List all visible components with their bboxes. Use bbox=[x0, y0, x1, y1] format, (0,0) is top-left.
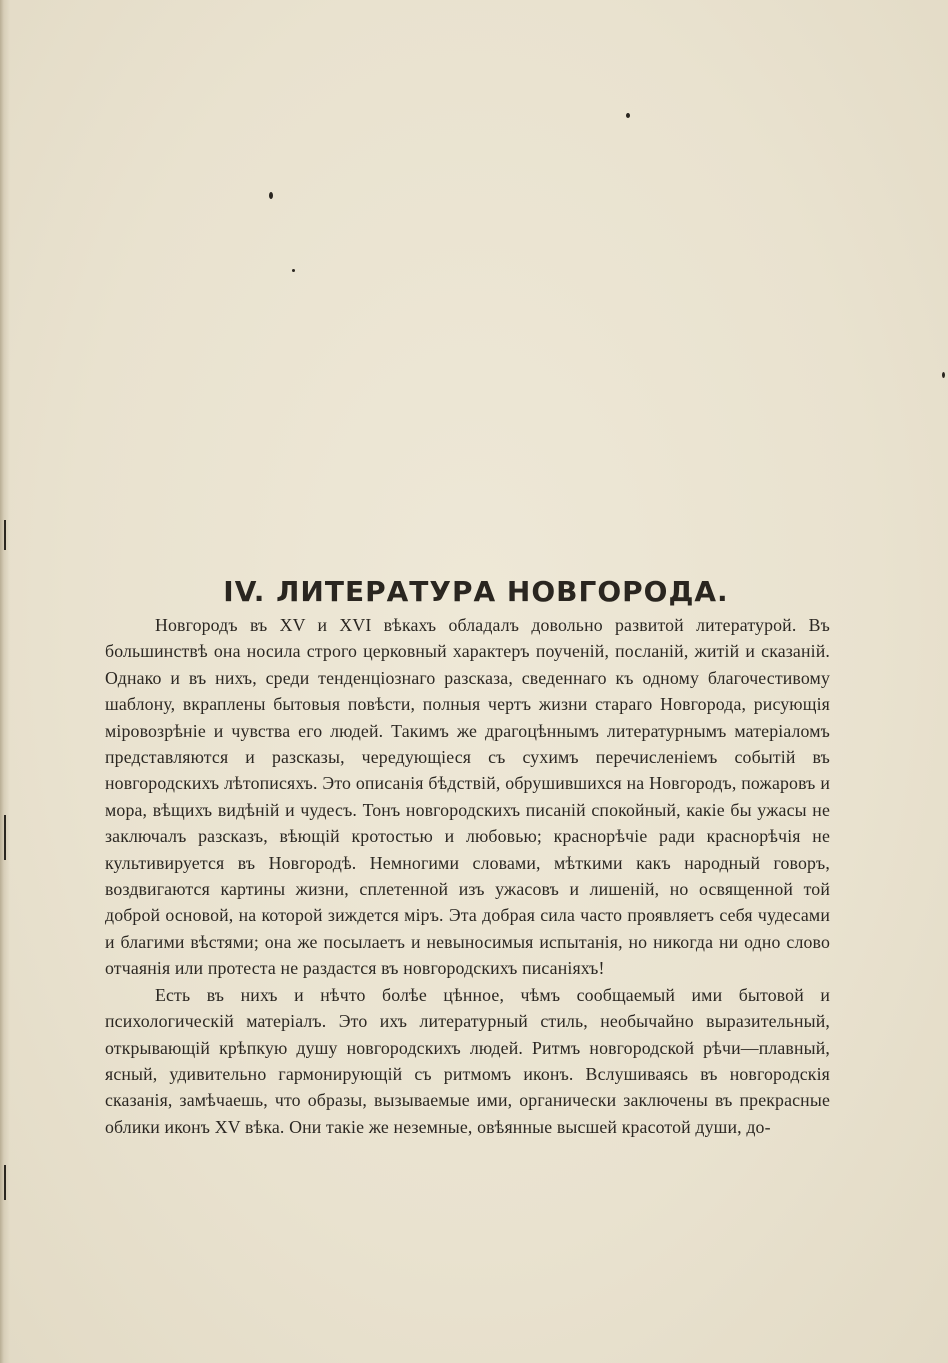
paper-speck bbox=[942, 372, 945, 378]
binding-mark bbox=[4, 1165, 6, 1200]
paragraph: Есть въ нихъ и нѣчто болѣе цѣнное, чѣмъ сообщаемый ими бытовой и психологическій матеріалъ. Это ихъ литературный стиль, необычайно выразительный, открывающій крѣпкую душу новгородскихъ людей. Ритмъ новгородской рѣчи—плавный, ясный, удивительно гармонирующій съ ритмомъ иконъ. Вслушиваясь въ новгородскія сказанія, замѣчаешь, что образы, вызываемые ими, органически заключены въ прекрасные облики иконъ XV вѣка. Они такіе же неземные, овѣянные высшей красотой души, до- bbox=[105, 984, 830, 1137]
body-text bbox=[105, 612, 830, 1140]
paragraph: Новгородъ въ XV и XVI вѣкахъ обладалъ довольно развитой литературой. Въ большинствѣ она носила строго церковный характеръ поученій, посланій, житій и сказаній. Однако и въ нихъ, среди тенденціознаго разсказа, сведеннаго къ одному благочестивому шаблону, вкраплены бытовыя повѣсти, полныя чертъ жизни стараго Новгорода, рисующія міровозрѣніе и чувства его людей. Такимъ же драгоцѣннымъ литературнымъ матеріаломъ представляются и разсказы, чередующіеся съ сухимъ перечисленіемъ событій въ новгородскихъ лѣтописяхъ. Это описанія бѣдствій, обрушившихся на Новгородъ, пожаровъ и мора, вѣщихъ видѣній и чудесъ. Тонъ новгородскихъ писаній спокойный, какіе бы ужасы не заключалъ разсказъ, вѣющій кротостью и любовью; краснорѣчіе ради краснорѣчія не культивируется въ Новгородѣ. Немногими словами, мѣткими какъ народный говоръ, воздвигаются картины жизни, сплетенной изъ ужасовъ и лишеній, но освященной той доброй основой, на которой зиждется міръ. Эта добрая сила часто проявляетъ себя чудесами и благими вѣстями; она же посылаетъ и невыносимыя испытанія, но никогда ни одно слово отчаянія или протеста не раздастся въ новгородскихъ писаніяхъ! bbox=[105, 615, 830, 979]
binding-mark bbox=[4, 815, 6, 860]
paper-speck bbox=[626, 113, 630, 118]
binding-mark bbox=[4, 520, 6, 550]
paper-speck bbox=[269, 192, 273, 199]
page-binding-edge bbox=[0, 0, 10, 1363]
paper-speck bbox=[292, 269, 295, 272]
chapter-title: IV. ЛИТЕРАТУРА НОВГОРОДА. bbox=[223, 574, 729, 608]
